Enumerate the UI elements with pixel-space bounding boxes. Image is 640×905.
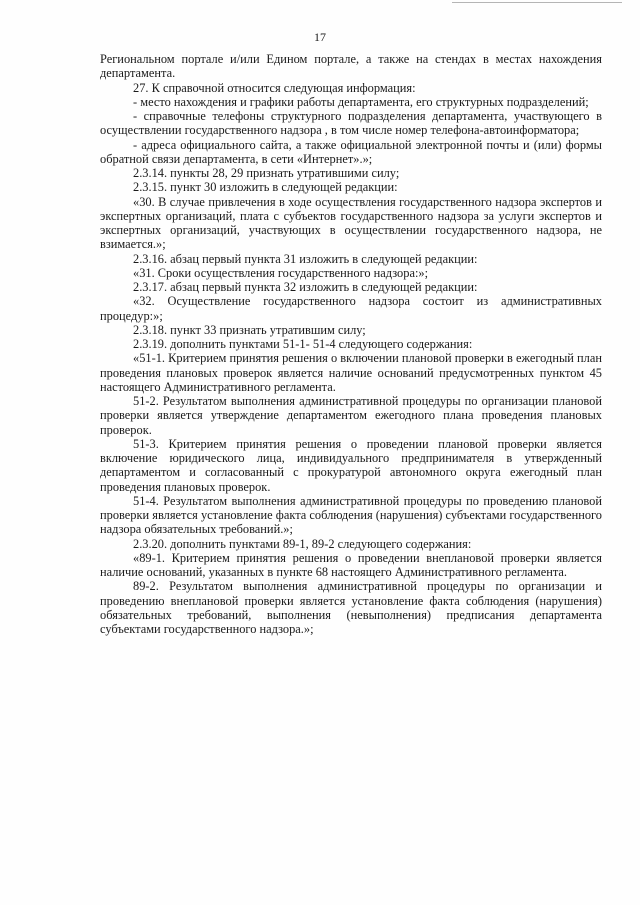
paragraph-item-27: 27. К справочной относится следующая информация:	[133, 80, 416, 95]
paragraph-item-51-2: 51-2. Результатом выполнения административной процедуры по организации плановой проверки является утверждение департаментом ежегодного плана проведения плановых проверок.	[100, 394, 602, 437]
paragraph-2-3-16: 2.3.16. абзац первый пункта 31 изложить в следующей редакции:	[133, 251, 478, 266]
paragraph-item-51-4: 51-4. Результатом выполнения административной процедуры по проведению плановой проверки является установление факта соблюдения (нарушения) субъектами государственного надзора обязательных требований.»;	[100, 493, 602, 537]
paragraph-item-32: «32. Осуществление государственного надзора состоит из административных процедур:»;	[100, 294, 602, 323]
paragraph-item-89-1: «89-1. Критерием принятия решения о проведении внеплановой проверки является наличие оснований, указанных в пункте 68 настоящего Административного регламента.	[100, 550, 602, 579]
paragraph-bullet-phones: - справочные телефоны структурного подразделения департамента, участвующего в осуществлении государственного надзора , в том числе номер телефона-автоинформатора;	[100, 109, 602, 138]
page-number: 17	[314, 30, 326, 44]
paragraph-item-89-2: 89-2. Результатом выполнения административной процедуры по организации и проведению внеплановой проверки является установление факта соблюдения (нарушения) обязательных требований, выполнения (невыполнения) предписания департамента субъектами государственного надзора.»;	[100, 579, 602, 636]
paragraph-item-51-1: «51-1. Критерием принятия решения о включении плановой проверки в ежегодный план проведения плановых проверок является наличие оснований предусмотренных пунктом 45 настоящего Административного регламента.	[100, 351, 602, 394]
paragraph-item-30: «30. В случае привлечения в ходе осуществления государственного надзора экспертов и экспертных организаций, плата с субъектов государственного надзора за услуги экспертов и экспертных организаций, участвующих в осуществлении государственного надзора, не взимается.»;	[100, 194, 602, 252]
paragraph-2-3-14: 2.3.14. пункты 28, 29 признать утратившими силу;	[133, 166, 400, 180]
paragraph-continuation: Региональном портале и/или Едином портале, а также на стендах в местах нахождения департамента.	[100, 52, 602, 81]
scan-edge-line	[452, 2, 622, 3]
paragraph-bullet-location: - место нахождения и графики работы департамента, его структурных подразделений;	[133, 94, 589, 109]
paragraph-2-3-19: 2.3.19. дополнить пунктами 51-1- 51-4 следующего содержания:	[133, 337, 473, 351]
paragraph-2-3-17: 2.3.17. абзац первый пункта 32 изложить в следующей редакции:	[133, 280, 478, 294]
paragraph-2-3-18: 2.3.18. пункт 33 признать утратившим силу;	[133, 322, 366, 337]
paragraph-2-3-20: 2.3.20. дополнить пунктами 89-1, 89-2 следующего содержания:	[133, 536, 472, 551]
paragraph-item-31: «31. Сроки осуществления государственного надзора:»;	[133, 265, 429, 280]
paragraph-2-3-15: 2.3.15. пункт 30 изложить в следующей редакции:	[133, 180, 398, 195]
document-body	[100, 52, 602, 636]
paragraph-bullet-addresses: - адреса официального сайта, а также официальной электронной почты и (или) формы обратной связи департамента, в сети «Интернет».»;	[100, 137, 602, 166]
paragraph-item-51-3: 51-3. Критерием принятия решения о проведении плановой проверки является включение юридического лица, индивидуального предпринимателя в утвержденный департаментом и согласованный с прокуратурой автономного округа ежегодный план проведения плановых проверок.	[100, 436, 602, 494]
